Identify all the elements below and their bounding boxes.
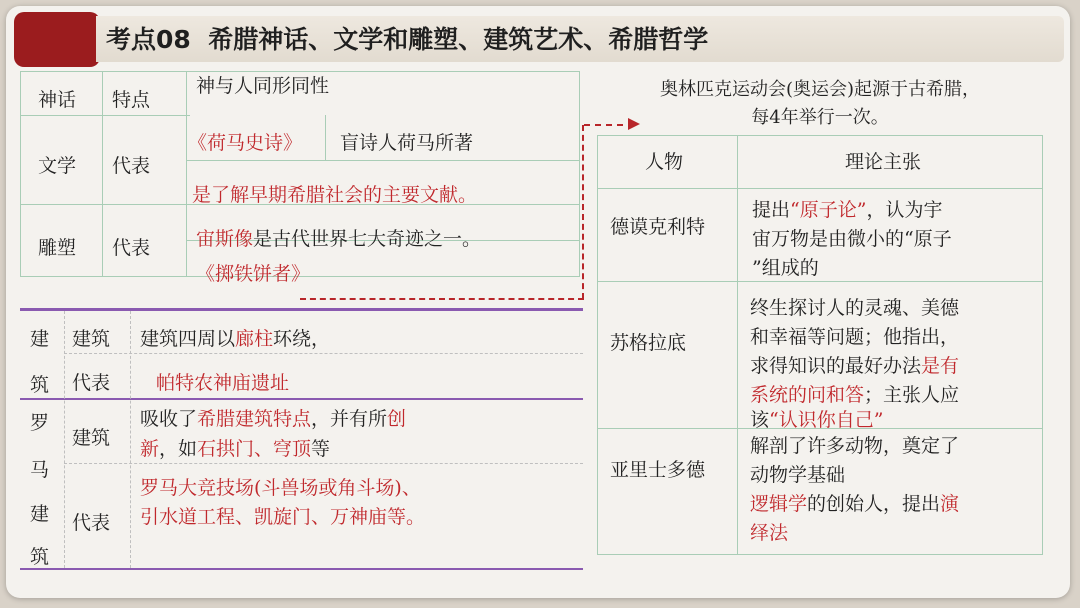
aristotle-name: 亚里士多德 <box>610 459 706 481</box>
socrates-name: 苏格拉底 <box>610 332 687 354</box>
myth-content: 神与人同形同性 <box>196 75 330 97</box>
sculpture-desc: 宙斯像是古代世界七大奇迹之一。 <box>196 228 482 250</box>
literature-note: 是了解早期希腊社会的主要文献。 <box>192 184 478 206</box>
democritus-line3: ”组成的 <box>752 257 819 279</box>
socrates-line3: 求得知识的最好办法是有 <box>750 355 960 377</box>
olympics-note <box>600 76 1040 132</box>
header-theory: 理论主张 <box>845 151 922 173</box>
roman-arch-row2-line1: 罗马大竞技场(斗兽场或角斗场)、 <box>140 477 421 499</box>
literature-category: 文学 <box>38 155 77 177</box>
greek-arch-cat-2: 筑 <box>30 374 50 396</box>
roman-arch-row2-line2: 引水道工程、凯旋门、万神庙等。 <box>140 506 426 528</box>
aristotle-line1: 解剖了许多动物，奠定了 <box>750 435 960 457</box>
roman-arch-cat-3: 建 <box>30 503 50 525</box>
title-main: 希腊神话、文学和雕塑、建筑艺术、希腊哲学 <box>208 25 709 54</box>
democritus-line2: 宙万物是由微小的“原子 <box>752 228 952 250</box>
title-tab <box>14 12 100 67</box>
literature-author: 盲诗人荷马所著 <box>340 132 474 154</box>
sculpture-work: 《掷铁饼者》 <box>196 263 311 285</box>
literature-type: 代表 <box>112 155 151 177</box>
myth-category: 神话 <box>38 89 77 111</box>
roman-arch-cat-2: 马 <box>30 459 50 481</box>
sculpture-category: 雕塑 <box>38 237 77 259</box>
aristotle-line3: 逻辑学的创始人，提出演 <box>750 493 960 515</box>
connector-dash-bottom <box>300 298 584 300</box>
page-title <box>106 20 708 60</box>
roman-arch-cat-1: 罗 <box>30 412 50 434</box>
greek-arch-cat-1: 建 <box>30 328 50 350</box>
olympics-line1: 奥林匹克运动会(奥运会)起源于古希腊， <box>659 79 981 100</box>
democritus-line1: 提出“原子论”，认为宇 <box>752 199 943 221</box>
roman-arch-row1-line2: 新，如石拱门、穹顶等 <box>140 438 331 460</box>
greek-arch-row1-text: 建筑四周以廊柱环绕， <box>140 328 331 350</box>
roman-arch-row1-line1: 吸收了希腊建筑特点，并有所创 <box>140 408 407 430</box>
socrates-line2: 和幸福等问题；他指出， <box>750 326 960 348</box>
democritus-name: 德谟克利特 <box>610 216 706 238</box>
roman-arch-row2-label: 代表 <box>72 512 111 534</box>
socrates-line5: 该“认识你自己” <box>750 409 884 431</box>
header-person: 人物 <box>645 151 684 173</box>
connector-dash-vertical <box>582 125 584 299</box>
greek-arch-row1-label: 建筑 <box>72 328 111 350</box>
greek-arch-row2-label: 代表 <box>72 372 111 394</box>
literature-work: 《荷马史诗》 <box>188 132 303 154</box>
aristotle-line4: 绎法 <box>750 522 789 544</box>
olympics-line2: 每4年举行一次。 <box>751 107 889 128</box>
aristotle-line2: 动物学基础 <box>750 464 846 486</box>
roman-arch-row1-label: 建筑 <box>72 427 111 449</box>
greek-arch-row2-text: 帕特农神庙遗址 <box>156 372 290 394</box>
myth-type: 特点 <box>112 89 151 111</box>
socrates-line4: 系统的问和答；主张人应 <box>750 384 960 406</box>
sculpture-type: 代表 <box>112 237 151 259</box>
socrates-line1: 终生探讨人的灵魂、美德 <box>750 297 960 319</box>
title-prefix: 考点08 <box>106 25 191 54</box>
roman-arch-cat-4: 筑 <box>30 546 50 568</box>
